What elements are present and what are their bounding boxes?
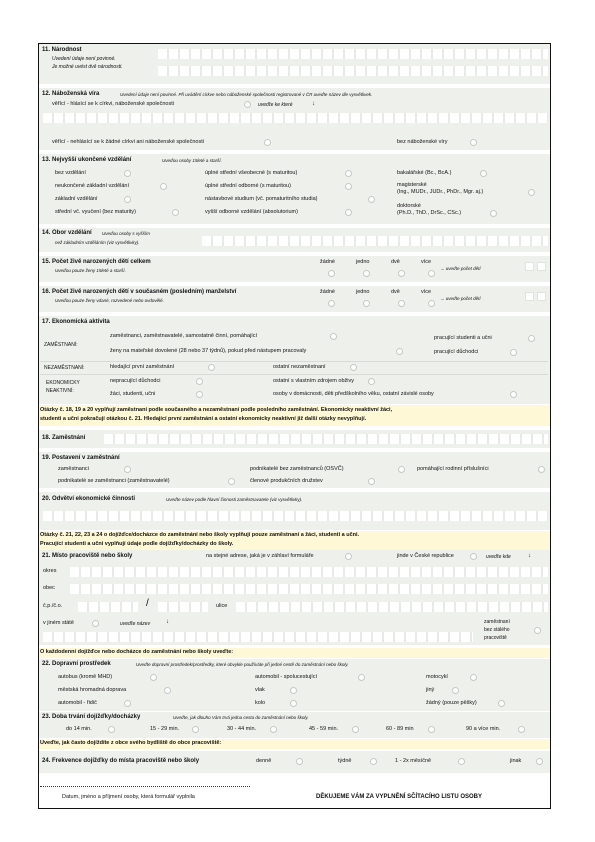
q13-edu-vocational-sec: úplné střední odborné (s maturitou) — [205, 183, 291, 189]
q13-edu-master-detail: (Ing., MUDr., JUDr., PhDr., Mgr. aj.) — [397, 189, 484, 195]
q11-note-2: Je možné uvést dvě národnosti. — [52, 64, 123, 70]
q13-edu-doctoral: doktorské — [397, 203, 421, 209]
q15-more-label: více — [421, 259, 432, 265]
divider — [40, 361, 548, 362]
arrow-down-icon: ↓ — [166, 619, 169, 625]
q21-ulice-label: ulice — [216, 603, 228, 609]
q13-edu-secondary: střední vč. vyučení (bez maturity) — [55, 209, 136, 215]
q15-radio-more[interactable] — [428, 270, 435, 277]
arrow-down-icon: ↓ — [312, 101, 315, 107]
q16-radio-one[interactable] — [363, 300, 370, 307]
q15-none-label: žádné — [320, 259, 335, 265]
q11-input-row-2[interactable] — [158, 66, 548, 76]
q17-radio-inactive-3[interactable] — [368, 378, 375, 385]
q13-radio-7[interactable] — [368, 196, 375, 203]
q22-train: vlak — [255, 687, 265, 693]
q13-edu-higher-prof: vyšší odborné vzdělání (absolutorium) — [205, 209, 298, 215]
q12-church-input[interactable] — [43, 113, 548, 123]
q22-check-motorcycle[interactable] — [470, 674, 477, 681]
thank-you-note: DĚKUJEME VÁM ZA VYPLNĚNÍ SČÍTACÍHO LISTU OSOBY — [316, 794, 483, 800]
q16-hint: → uveďte počet dětí — [440, 296, 481, 301]
q12-title: 12. Náboženská víra — [42, 91, 100, 97]
q18-input[interactable] — [104, 434, 548, 444]
q19-radio-family-workers[interactable] — [538, 466, 545, 473]
q13-radio-4[interactable] — [172, 209, 179, 216]
q13-radio-2[interactable] — [160, 183, 167, 190]
q13-note: Uveďou osoby 15leté a starší. — [162, 158, 222, 163]
q22-check-walking[interactable] — [498, 700, 505, 707]
q17-radio-unemployed-1[interactable] — [208, 364, 215, 371]
q21-radio-elsewhere-cz[interactable] — [470, 553, 477, 560]
signature-caption: Datum, jméno a příjmení osoby, která formulář vyplnila — [62, 794, 195, 800]
q21-abroad-label: v jiném státě — [43, 620, 74, 626]
q17-inactive-3: ostatní s vlastním zdrojem obživy — [273, 378, 355, 384]
q21-radio-no-fixed[interactable] — [534, 627, 541, 634]
q17-employed-label: ZAMĚSTNANÍ: — [44, 342, 78, 348]
q24-weekly: týdně — [338, 758, 352, 764]
q17-inactive-label-2: NEAKTIVNÍ: — [46, 388, 74, 394]
q14-title: 14. Obor vzdělání — [42, 230, 92, 236]
q16-radio-none[interactable] — [328, 300, 335, 307]
q24-other: jinak — [510, 758, 522, 764]
q17-radio-inactive-4[interactable] — [510, 391, 517, 398]
q21-no-fixed-2: bez stálého — [484, 627, 510, 633]
q21-obec-input[interactable] — [70, 584, 548, 594]
q23-opt-3: 30 - 44 min. — [227, 726, 257, 732]
q13-radio-5[interactable] — [345, 170, 352, 177]
q14-input[interactable] — [202, 236, 548, 246]
q24-title: 24. Frekvence dojížďky do místa pracoviště nebo školy — [42, 758, 200, 764]
q13-edu-followup: nástavbové studium (vč. pomaturitního studia) — [205, 196, 318, 202]
q22-car-passenger: automobil - spolucestující — [255, 674, 318, 680]
q12-radio-believer-no-church[interactable] — [264, 139, 271, 146]
divider — [40, 374, 548, 375]
q13-edu-none: bez vzdělání — [55, 170, 86, 176]
q23-radio-3[interactable] — [270, 726, 277, 733]
instruction-note-2-line-2: Pracující studenti a učni vyplňují údaje podle dojížďky/docházky do školy. — [40, 541, 234, 547]
instruction-note-1-line-1: Otázky č. 18, 19 a 20 vyplňují zaměstnaní podle současného a nezaměstnaní podle posledního zaměstnání. Ekonomicky neaktivní žáci, — [40, 407, 393, 413]
q14-note-2: než základním vzděláním (viz vysvětlivky). — [55, 240, 140, 245]
instruction-note-1-line-2: studenti a učni pokračují otázkou č. 21. Hledající první zaměstnání a ostatní ekonomicky neaktivní již další otázky nevyplňují. — [40, 416, 367, 422]
q21-elsewhere-cz: jinde v České republice — [397, 553, 454, 559]
q17-radio-inactive-1[interactable] — [196, 378, 203, 385]
q23-radio-2[interactable] — [192, 726, 199, 733]
q20-input[interactable] — [43, 511, 548, 521]
q13-edu-general-sec: úplné střední všeobecné (s maturitou) — [205, 170, 298, 176]
q16-title: 16. Počet živě narozených dětí v současném (posledním) manželství — [42, 289, 237, 295]
q16-two-label: dvě — [391, 289, 400, 295]
q12-radio-no-religion[interactable] — [470, 139, 477, 146]
q24-radio-weekly[interactable] — [370, 758, 377, 765]
q13-radio-8[interactable] — [345, 209, 352, 216]
q24-radio-other[interactable] — [536, 758, 543, 765]
q15-radio-one[interactable] — [363, 270, 370, 277]
q23-opt-2: 15 - 29 min. — [150, 726, 180, 732]
q23-opt-5: 60 - 89 min — [386, 726, 414, 732]
q17-employed-2: ženy na mateřské dovolené (28 nebo 37 týdnů), pokud před nástupem pracovaly — [110, 348, 307, 354]
q21-no-fixed-1: zaměstnaní — [484, 619, 510, 625]
q19-radio-employers[interactable] — [228, 478, 235, 485]
q12-option-believer-church: věřící - hlásící se k církvi, náboženské společnosti — [52, 101, 174, 107]
signature-line[interactable] — [40, 786, 250, 787]
q22-check-car-passenger[interactable] — [358, 674, 365, 681]
q17-working-pensioners: pracující důchodci — [434, 349, 479, 355]
q19-coop-members: členové produkčních družstev — [250, 478, 323, 484]
q16-note: Uveďou pouze ženy vdané, rozvedené nebo ovdovělé. — [55, 298, 164, 303]
q17-radio-working-students[interactable] — [528, 335, 535, 342]
q16-count-box-1[interactable] — [525, 292, 534, 301]
q14-note: Uveďou osoby s vyšším — [102, 231, 150, 236]
q19-radio-coop-members[interactable] — [368, 478, 375, 485]
q22-check-bus[interactable] — [150, 674, 157, 681]
q19-employers: podnikatelé se zaměstnanci (zaměstnavatelé) — [58, 478, 170, 484]
q19-radio-self-employed[interactable] — [398, 466, 405, 473]
slash-separator: / — [146, 598, 149, 609]
q11-title: 11. Národnost — [42, 47, 82, 53]
q13-radio-9[interactable] — [480, 170, 487, 177]
q13-radio-1[interactable] — [124, 170, 131, 177]
q22-walking: žádný (pouze pěšky) — [426, 700, 477, 706]
q19-radio-employees[interactable] — [124, 466, 131, 473]
arrow-down-icon: ↓ — [528, 553, 531, 559]
q13-radio-6[interactable] — [345, 183, 352, 190]
q19-self-employed: podnikatelé bez zaměstnanců (OSVČ) — [250, 466, 344, 472]
q22-bus: autobus (kromě MHD) — [58, 674, 113, 680]
q17-title: 17. Ekonomická aktivita — [42, 319, 110, 325]
q15-radio-none[interactable] — [328, 270, 335, 277]
section-q21 — [39, 550, 550, 645]
q19-family-workers: pomáhající rodinní příslušníci — [417, 466, 489, 472]
q16-count-box-2[interactable] — [537, 292, 546, 301]
q23-radio-6[interactable] — [518, 726, 525, 733]
q21-ulice-input[interactable] — [236, 602, 548, 612]
q13-edu-doctoral-detail: (Ph.D., ThD., DrSc., CSc.) — [397, 210, 462, 216]
q23-radio-4[interactable] — [352, 726, 359, 733]
q22-motorcycle: motocykl — [426, 674, 448, 680]
q21-abroad-hint: uveďte název — [120, 621, 151, 627]
q21-okres-input[interactable] — [70, 567, 548, 577]
q16-radio-two[interactable] — [398, 300, 405, 307]
q15-count-box-1[interactable] — [525, 262, 534, 271]
q12-hint: uveďte ke které — [258, 102, 293, 108]
q24-monthly: 1 - 2x měsíčně — [395, 758, 432, 764]
q13-edu-basic: základní vzdělání — [55, 196, 98, 202]
q12-option-believer-no-church: věřící - nehlásící se k žádné církvi ani náboženské společnosti — [52, 139, 204, 145]
q13-edu-bachelor: bakalářské (Bc., BcA.) — [397, 170, 452, 176]
q17-radio-employed-1[interactable] — [330, 333, 337, 340]
q22-other: jiný — [426, 687, 435, 693]
q24-daily: denně — [256, 758, 272, 764]
q23-opt-4: 45 - 59 min. — [309, 726, 339, 732]
q20-title: 20. Odvětví ekonomické činnosti — [42, 496, 136, 502]
instruction-note-4-line-1: Uveďte, jak často dojíždíte z obce svého bydliště do obce pracoviště: — [40, 740, 222, 746]
q23-opt-1: do 14 min. — [66, 726, 92, 732]
instruction-note-2-line-1: Otázky č. 21, 22, 23 a 24 o dojížďce/docházce do zaměstnání nebo školy vyplňují pouze zaměstnaní a žáci, studenti a učni. — [40, 532, 360, 538]
q24-radio-monthly[interactable] — [458, 758, 465, 765]
q15-title: 15. Počet živě narozených dětí celkem — [42, 259, 151, 265]
q21-no-fixed-3: pracoviště — [484, 635, 507, 641]
q19-title: 19. Postavení v zaměstnání — [42, 455, 120, 461]
q23-note: Uveďte, jak dlouho Vám trvá jedna cesta do zaměstnání nebo školy. — [173, 715, 309, 720]
q11-note: Uvedení údaje není povinné. — [52, 56, 116, 62]
q12-radio-believer-church[interactable] — [244, 101, 251, 108]
q17-inactive-4: osoby v domácnosti, děti předškolního věku, ostatní závislé osoby — [273, 391, 434, 397]
q17-working-students: pracující studenti a učni — [434, 335, 492, 341]
q21-title: 21. Místo pracoviště nebo školy — [42, 553, 133, 559]
q21-obec-label: obec — [43, 585, 55, 591]
q13-edu-incomplete-basic: neukončené základní vzdělání — [55, 183, 129, 189]
q17-unemployed-1: hledající první zaměstnání — [110, 364, 175, 370]
q22-title: 22. Dopravní prostředek — [42, 661, 111, 667]
q21-cp-input[interactable] — [78, 602, 138, 612]
q17-radio-inactive-2[interactable] — [196, 391, 203, 398]
q21-co-input[interactable] — [158, 602, 208, 612]
q22-check-bike[interactable] — [290, 700, 297, 707]
q15-radio-two[interactable] — [398, 270, 405, 277]
q20-note: Uveďte název podle hlavní činnosti zaměstnavatele (viz vysvětlivky). — [166, 497, 303, 502]
q22-check-car-driver[interactable] — [124, 700, 131, 707]
q13-radio-10[interactable] — [528, 189, 535, 196]
q23-radio-1[interactable] — [108, 726, 115, 733]
q17-employed-1: zaměstnanci, zaměstnavatelé, samostatně činní, pomáhající — [110, 333, 258, 339]
q23-title: 23. Doba trvání dojížďky/docházky — [42, 714, 141, 720]
q16-radio-more[interactable] — [428, 300, 435, 307]
q21-same-address: na stejné adrese, jaká je v záhlaví formuláře — [206, 553, 314, 559]
q16-none-label: žádné — [320, 289, 335, 295]
q16-more-label: více — [421, 289, 432, 295]
q12-option-no-religion: bez náboženské víry — [397, 139, 448, 145]
q22-public-transport: městská hromadná doprava — [58, 687, 127, 693]
q13-title: 13. Nejvyšší ukončené vzdělání — [42, 157, 132, 163]
q23-opt-6: 90 a více min. — [466, 726, 501, 732]
q13-radio-3[interactable] — [124, 196, 131, 203]
q13-edu-master: magisterské — [397, 182, 427, 188]
q23-radio-5[interactable] — [428, 726, 435, 733]
q22-car-driver: automobil - řidič — [58, 700, 97, 706]
q17-unemployed-label: NEZAMĚSTNANÍ: — [44, 365, 85, 371]
q22-note: Uveďte dopravní prostředek/prostředky, které obvykle používáte při jedné cestě do zaměstnání nebo školy. — [136, 662, 349, 667]
q17-unemployed-2: ostatní nezaměstnaní — [273, 364, 326, 370]
q11-input-row-1[interactable] — [158, 49, 548, 59]
q21-radio-abroad[interactable] — [92, 620, 99, 627]
q15-count-box-2[interactable] — [537, 262, 546, 271]
q17-inactive-label: EKONOMICKY — [46, 380, 80, 386]
q22-check-other[interactable] — [452, 687, 459, 694]
q22-bike: kolo — [255, 700, 266, 706]
q21-radio-same-address[interactable] — [345, 553, 352, 560]
q21-abroad-input[interactable] — [43, 632, 473, 642]
q15-two-label: dvě — [391, 259, 400, 265]
q24-radio-daily[interactable] — [296, 758, 303, 765]
q12-note: Uvedení údaje není povinné. Při uvádění církve nebo náboženské společnosti registrované v ČR uveďte název dle vysvětlivek. — [120, 92, 373, 97]
q17-inactive-2: žáci, studenti, učni — [110, 391, 156, 397]
q15-hint: → uveďte počet dětí — [440, 266, 481, 271]
q17-inactive-1: nepracující důchodci — [110, 378, 161, 384]
q21-cp-label: č.p./č.o. — [43, 603, 63, 609]
q22-check-public-transport[interactable] — [164, 687, 171, 694]
q21-hint: uveďte kde — [486, 554, 511, 560]
q15-one-label: jedno — [356, 259, 370, 265]
instruction-note-3-line-1: O každodenní dojížďce nebo docházce do zaměstnání nebo školy uveďte: — [40, 649, 234, 655]
q18-title: 18. Zaměstnání — [42, 435, 86, 441]
q17-radio-working-pensioners[interactable] — [510, 349, 517, 356]
q21-okres-label: okres — [43, 568, 57, 574]
q16-one-label: jedno — [356, 289, 370, 295]
q19-employees: zaměstnanci — [58, 466, 89, 472]
q22-check-train[interactable] — [290, 687, 297, 694]
q17-radio-employed-2[interactable] — [396, 348, 403, 355]
q17-radio-unemployed-2[interactable] — [350, 364, 357, 371]
q15-note: Uveďou pouze ženy 15leté a starší. — [55, 268, 126, 273]
q13-radio-11[interactable] — [490, 210, 497, 217]
